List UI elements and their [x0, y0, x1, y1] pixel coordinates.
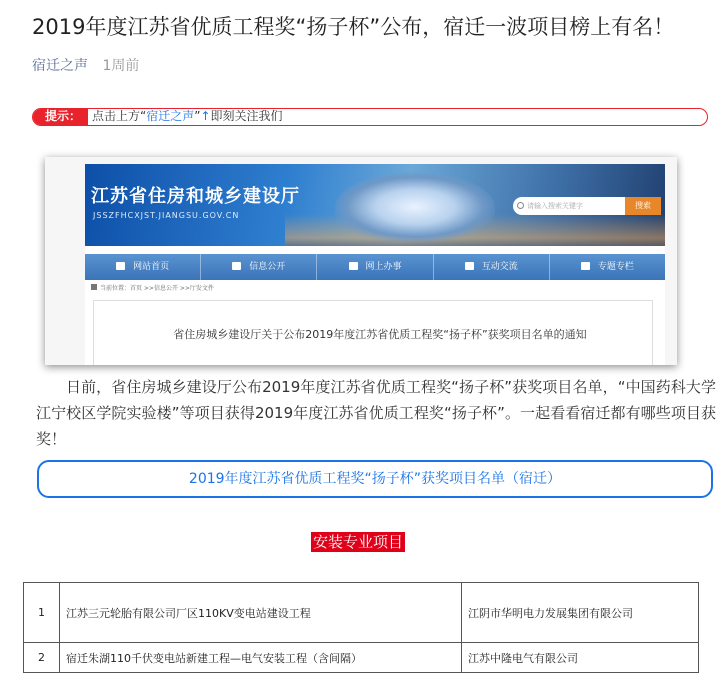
site-breadcrumb	[91, 283, 214, 295]
section-heading-box: 2019年度江苏省优质工程奖“扬子杯”获奖项目名单（宿迁）	[37, 460, 713, 498]
table-row	[24, 583, 699, 643]
document-icon	[232, 262, 241, 270]
site-nav-topics	[550, 254, 665, 280]
site-document-title: 省住房城乡建设厅关于公布2019年度江苏省优质工程奖“扬子杯”获奖项目名单的通知	[173, 328, 587, 341]
site-nav-interact	[434, 254, 550, 280]
article-paragraph: 日前，省住房城乡建设厅公布2019年度江苏省优质工程奖“扬子杯”获奖项目名单，“中国药科大学江宁校区学院实验楼”等项目获得2019年度江苏省优质工程奖“扬子杯”。一起看看宿迁都有哪些项目获奖！	[36, 378, 716, 448]
site-nav-home	[85, 254, 201, 280]
up-arrow-icon: ↑	[200, 109, 211, 123]
site-search-box	[513, 197, 625, 215]
row-index: 1	[24, 583, 60, 643]
site-nav-label: 网站首页	[133, 262, 170, 272]
site-url: JSSZFHCXJST.JIANGSU.GOV.CN	[93, 211, 240, 220]
tip-text-mid: ”	[194, 109, 201, 123]
tip-text	[88, 109, 283, 125]
home-icon	[91, 284, 97, 290]
row-index: 2	[24, 643, 60, 673]
article-title: 2019年度江苏省优质工程奖“扬子杯”公布，宿迁一波项目榜上有名！	[32, 15, 675, 39]
tip-text-after: 即刻关注我们	[210, 109, 283, 123]
publish-time: 1周前	[102, 58, 140, 74]
layers-icon	[581, 262, 590, 270]
site-search-placeholder: 请输入搜索关键字	[527, 202, 583, 210]
site-nav-info	[201, 254, 317, 280]
site-nav-label: 互动交流	[481, 262, 518, 272]
site-breadcrumb-text: 当前位置：首页 >>信息公开 >>厅发文件	[100, 285, 214, 292]
site-nav-label: 网上办事	[365, 262, 402, 272]
monitor-icon	[349, 262, 358, 270]
site-name: 江苏省住房和城乡建设厅	[91, 186, 300, 207]
awards-table	[23, 582, 699, 673]
website-page	[85, 164, 665, 365]
tip-account-link[interactable]: 宿迁之声	[146, 109, 195, 123]
project-name: 江苏三元轮胎有限公司厂区110KV变电站建设工程	[60, 583, 462, 643]
search-icon	[517, 202, 524, 209]
company-name: 江阴市华明电力发展集团有限公司	[462, 583, 699, 643]
site-nav-label: 专题专栏	[597, 262, 634, 272]
chat-icon	[465, 262, 474, 270]
tip-label: 提示：	[33, 109, 88, 125]
site-nav-services	[317, 254, 433, 280]
website-banner	[85, 164, 665, 246]
article-meta	[32, 56, 139, 76]
account-name-link[interactable]: 宿迁之声	[32, 58, 88, 74]
tip-text-before: 点击上方“	[92, 109, 147, 123]
table-row	[24, 643, 699, 673]
category-label: 安装专业项目	[313, 533, 404, 551]
site-document-panel	[93, 300, 653, 365]
site-nav-bar	[85, 254, 665, 280]
stadium-image	[335, 172, 495, 242]
site-nav-label: 信息公开	[249, 262, 286, 272]
website-screenshot-image[interactable]	[45, 157, 677, 365]
company-name: 江苏中隆电气有限公司	[462, 643, 699, 673]
follow-tip-bar	[32, 108, 708, 126]
home-icon	[116, 262, 125, 270]
project-name: 宿迁朱湖110千伏变电站新建工程—电气安装工程（含间隔）	[60, 643, 462, 673]
site-search-button: 搜索	[625, 197, 661, 215]
